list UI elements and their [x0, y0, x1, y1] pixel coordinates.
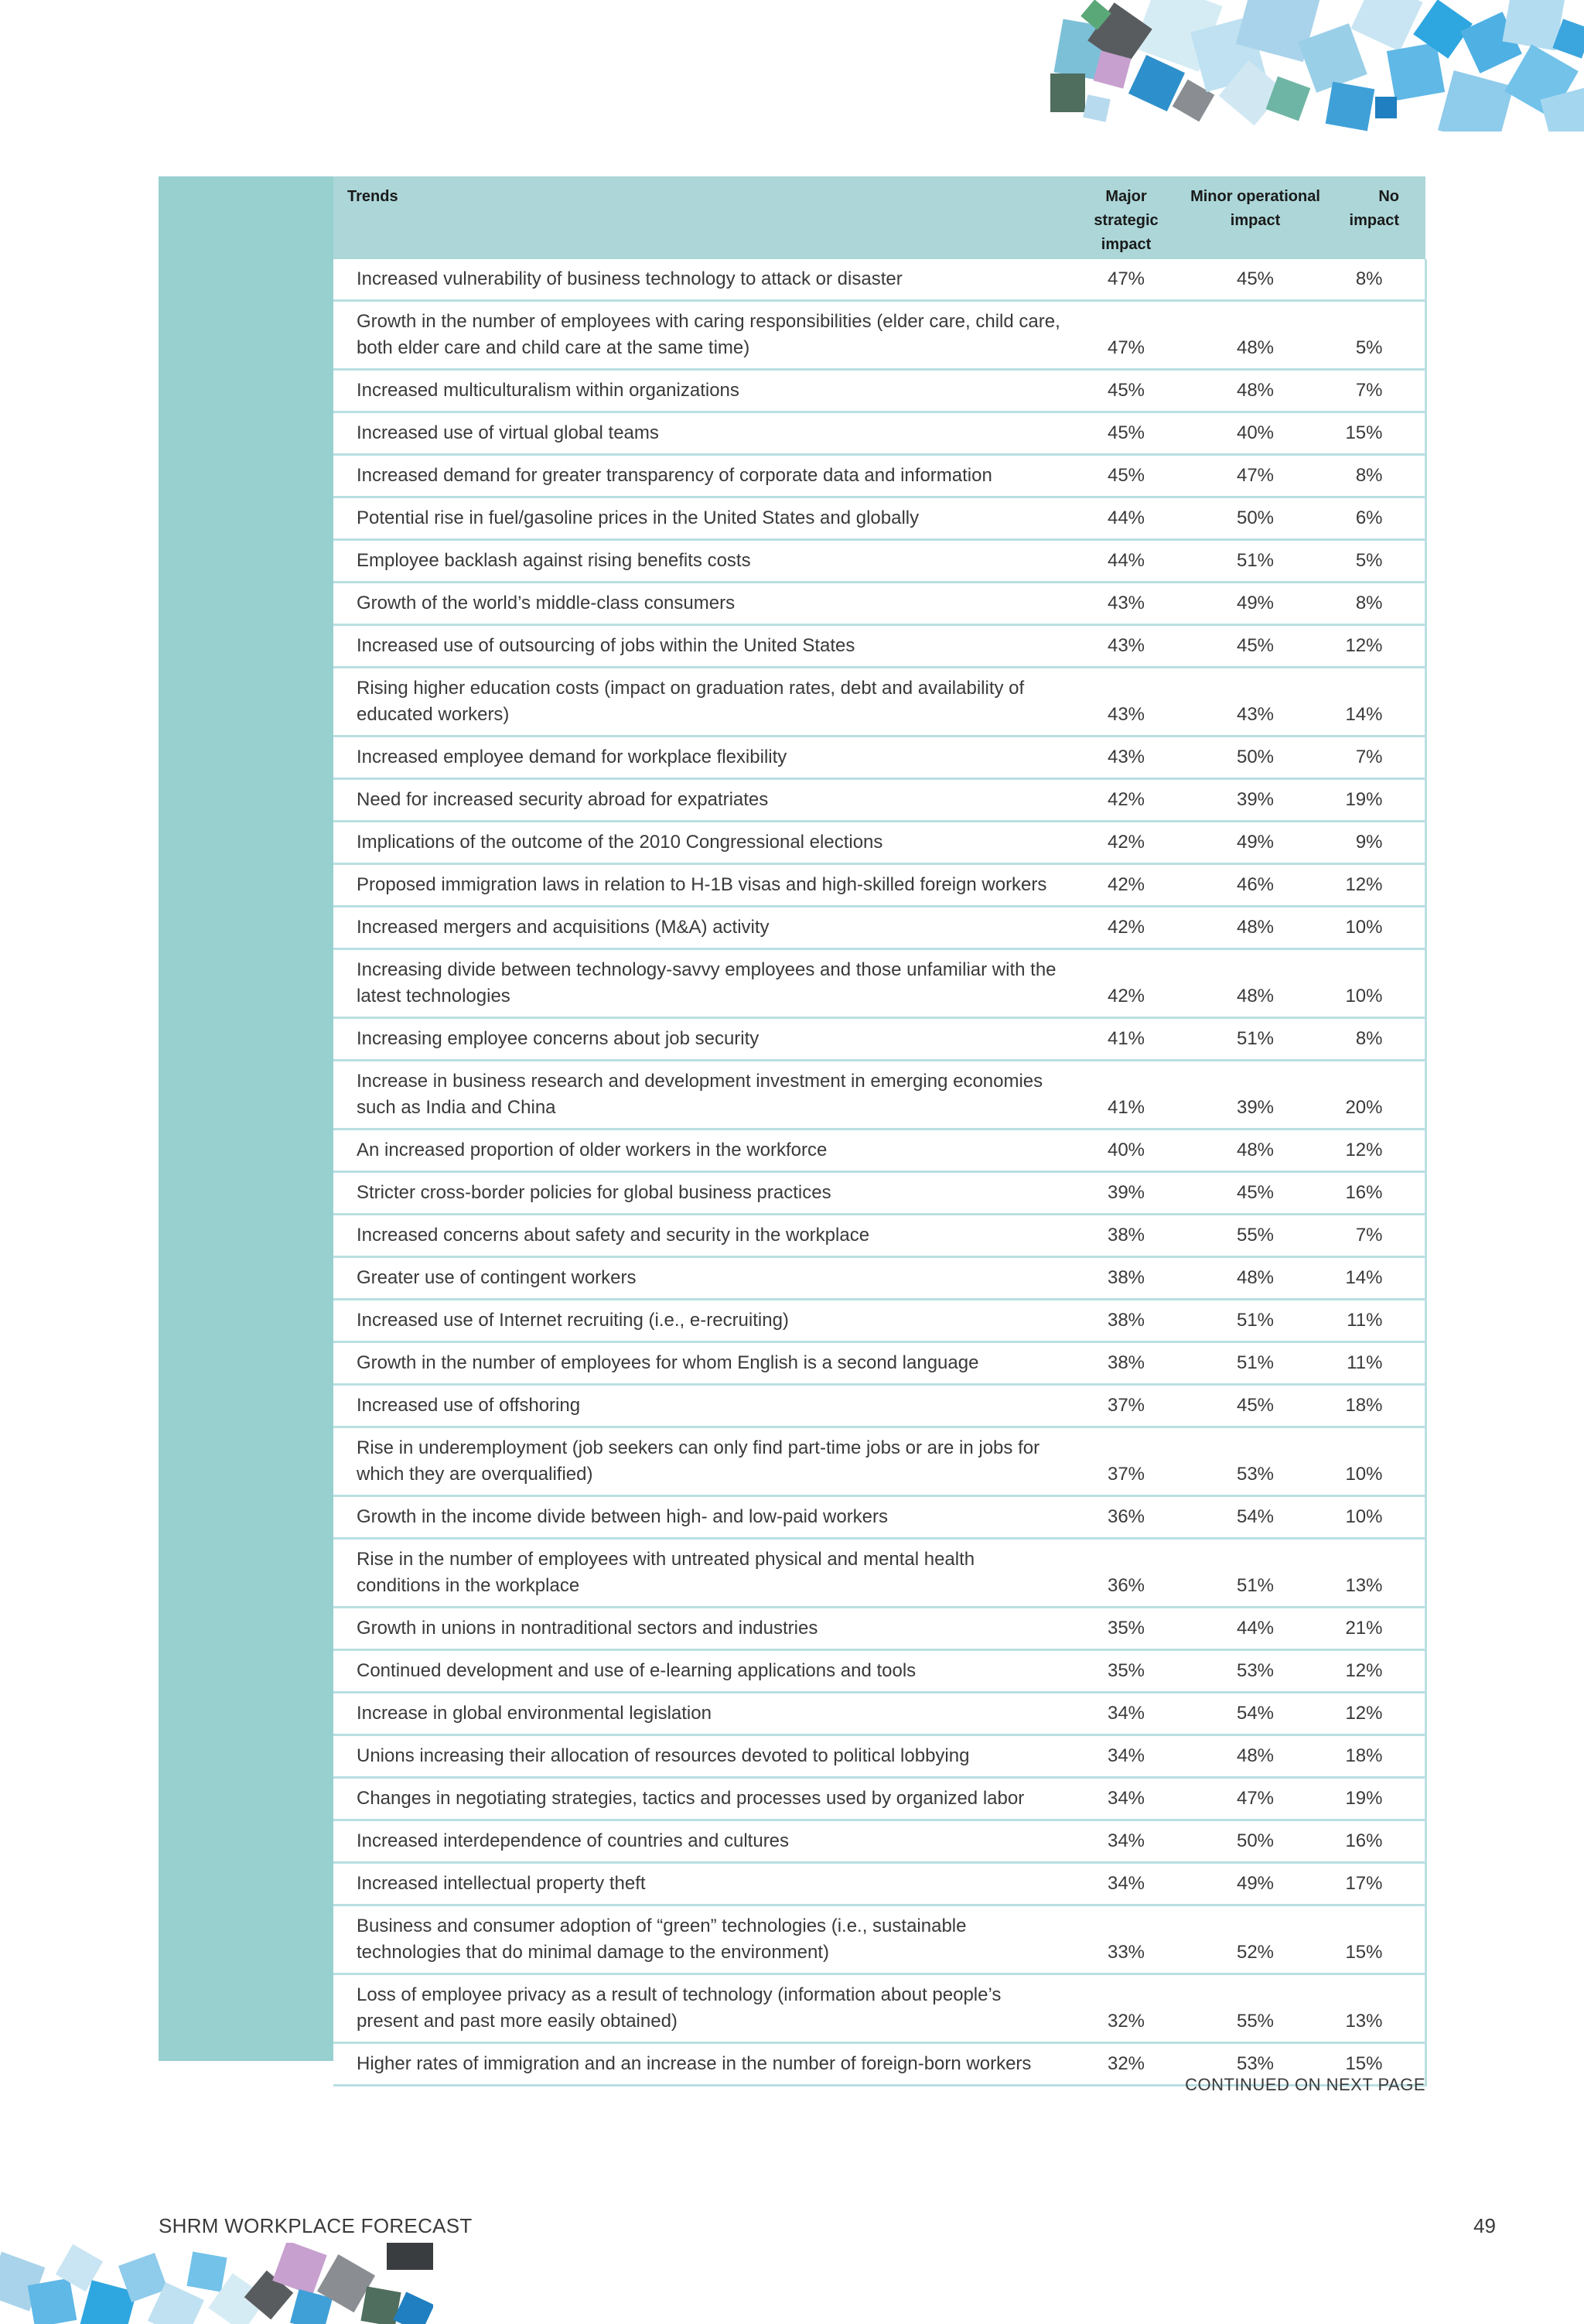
major-impact-value: 38%	[1068, 1257, 1184, 1300]
no-impact-value: 6%	[1326, 497, 1425, 540]
no-impact-value: 8%	[1326, 455, 1425, 497]
trend-label: Potential rise in fuel/gasoline prices in the United States and globally	[333, 497, 1068, 540]
major-impact-value: 45%	[1068, 412, 1184, 455]
no-impact-value: 7%	[1326, 370, 1425, 412]
minor-impact-value: 51%	[1184, 1300, 1326, 1342]
trend-label: Increased use of outsourcing of jobs within the United States	[333, 625, 1068, 668]
trend-label: Higher rates of immigration and an increase in the number of foreign-born workers	[333, 2043, 1068, 2086]
trend-label: Rise in underemployment (job seekers can only find part-time jobs or are in jobs for which they are overqualified)	[333, 1427, 1068, 1496]
major-impact-value: 37%	[1068, 1427, 1184, 1496]
major-impact-value: 45%	[1068, 455, 1184, 497]
major-impact-value: 34%	[1068, 1820, 1184, 1863]
trend-label: Increased employee demand for workplace flexibility	[333, 737, 1068, 779]
major-impact-value: 37%	[1068, 1385, 1184, 1427]
trend-label: Stricter cross-border policies for global business practices	[333, 1172, 1068, 1215]
table-row	[333, 1608, 1425, 1650]
major-impact-value: 41%	[1068, 1061, 1184, 1130]
minor-impact-value: 40%	[1184, 412, 1326, 455]
no-impact-value: 8%	[1326, 259, 1425, 301]
trend-label: Increased use of offshoring	[333, 1385, 1068, 1427]
major-impact-value: 38%	[1068, 1342, 1184, 1385]
minor-impact-value: 51%	[1184, 1539, 1326, 1608]
trend-label: Growth in the number of employees for whom English is a second language	[333, 1342, 1068, 1385]
major-impact-value: 47%	[1068, 259, 1184, 301]
trend-label: Increasing employee concerns about job security	[333, 1018, 1068, 1061]
table-row	[333, 1342, 1425, 1385]
major-impact-value: 40%	[1068, 1130, 1184, 1172]
major-impact-value: 34%	[1068, 1778, 1184, 1820]
no-impact-value: 18%	[1326, 1735, 1425, 1778]
table-row	[333, 1693, 1425, 1735]
decorative-mosaic-top	[1050, 0, 1584, 132]
table-row	[333, 1905, 1425, 1974]
major-impact-value: 35%	[1068, 1608, 1184, 1650]
footer-publication-title: SHRM WORKPLACE FORECAST	[159, 2214, 473, 2237]
table-row	[333, 1778, 1425, 1820]
table-row	[333, 1974, 1425, 2043]
no-impact-value: 8%	[1326, 583, 1425, 625]
table-row	[333, 1820, 1425, 1863]
trend-label: Increased intellectual property theft	[333, 1863, 1068, 1905]
major-impact-value: 39%	[1068, 1172, 1184, 1215]
major-impact-value: 43%	[1068, 625, 1184, 668]
trend-label: Increase in business research and development investment in emerging economies such as India and China	[333, 1061, 1068, 1130]
major-impact-value: 47%	[1068, 301, 1184, 370]
trends-table-section	[159, 176, 1425, 2074]
no-impact-value: 18%	[1326, 1385, 1425, 1427]
minor-impact-value: 49%	[1184, 583, 1326, 625]
trend-label: Increased use of virtual global teams	[333, 412, 1068, 455]
table-row	[333, 907, 1425, 949]
trend-label: Increased vulnerability of business technology to attack or disaster	[333, 259, 1068, 301]
no-impact-value: 19%	[1326, 779, 1425, 822]
trend-label: Growth in unions in nontraditional sectors and industries	[333, 1608, 1068, 1650]
table-row	[333, 412, 1425, 455]
left-color-band	[159, 176, 333, 2061]
trend-label: Rising higher education costs (impact on graduation rates, debt and availability of educated workers)	[333, 668, 1068, 737]
table-header-row	[333, 176, 1425, 259]
table-row	[333, 497, 1425, 540]
minor-impact-value: 54%	[1184, 1693, 1326, 1735]
major-impact-value: 43%	[1068, 668, 1184, 737]
table-row	[333, 259, 1425, 301]
table-row	[333, 737, 1425, 779]
minor-impact-value: 53%	[1184, 1427, 1326, 1496]
major-impact-value: 43%	[1068, 737, 1184, 779]
table-row	[333, 1539, 1425, 1608]
trend-label: Proposed immigration laws in relation to H-1B visas and high-skilled foreign workers	[333, 864, 1068, 907]
trend-label: Changes in negotiating strategies, tactics and processes used by organized labor	[333, 1778, 1068, 1820]
minor-impact-value: 55%	[1184, 1974, 1326, 2043]
major-impact-value: 44%	[1068, 497, 1184, 540]
major-impact-value: 42%	[1068, 779, 1184, 822]
table-row	[333, 625, 1425, 668]
major-impact-value: 34%	[1068, 1693, 1184, 1735]
table-row	[333, 370, 1425, 412]
minor-impact-value: 47%	[1184, 1778, 1326, 1820]
major-impact-value: 34%	[1068, 1863, 1184, 1905]
minor-impact-value: 52%	[1184, 1905, 1326, 1974]
no-impact-value: 9%	[1326, 822, 1425, 864]
no-impact-value: 12%	[1326, 1650, 1425, 1693]
no-impact-value: 17%	[1326, 1863, 1425, 1905]
major-impact-value: 43%	[1068, 583, 1184, 625]
trend-label: Employee backlash against rising benefits costs	[333, 540, 1068, 583]
minor-impact-value: 48%	[1184, 1735, 1326, 1778]
no-impact-value: 12%	[1326, 1693, 1425, 1735]
trend-label: An increased proportion of older workers in the workforce	[333, 1130, 1068, 1172]
table-row	[333, 540, 1425, 583]
major-impact-value: 32%	[1068, 1974, 1184, 2043]
minor-impact-value: 45%	[1184, 1172, 1326, 1215]
minor-impact-value: 43%	[1184, 668, 1326, 737]
trend-label: Continued development and use of e-learning applications and tools	[333, 1650, 1068, 1693]
minor-impact-value: 55%	[1184, 1215, 1326, 1257]
table-row	[333, 1385, 1425, 1427]
continued-note: CONTINUED ON NEXT PAGE	[1185, 2075, 1425, 2094]
trend-label: Increased mergers and acquisitions (M&A) activity	[333, 907, 1068, 949]
trend-label: Increased multiculturalism within organizations	[333, 370, 1068, 412]
header-trends: Trends	[347, 188, 398, 205]
major-impact-value: 42%	[1068, 822, 1184, 864]
minor-impact-value: 51%	[1184, 540, 1326, 583]
table-row	[333, 1257, 1425, 1300]
no-impact-value: 12%	[1326, 864, 1425, 907]
minor-impact-value: 50%	[1184, 737, 1326, 779]
trend-label: Unions increasing their allocation of resources devoted to political lobbying	[333, 1735, 1068, 1778]
minor-impact-value: 48%	[1184, 949, 1326, 1018]
minor-impact-value: 45%	[1184, 259, 1326, 301]
no-impact-value: 10%	[1326, 1427, 1425, 1496]
table-row	[333, 1061, 1425, 1130]
no-impact-value: 12%	[1326, 1130, 1425, 1172]
minor-impact-value: 39%	[1184, 1061, 1326, 1130]
minor-impact-value: 39%	[1184, 779, 1326, 822]
no-impact-value: 16%	[1326, 1172, 1425, 1215]
minor-impact-value: 44%	[1184, 1608, 1326, 1650]
minor-impact-value: 51%	[1184, 1342, 1326, 1385]
table-row	[333, 1130, 1425, 1172]
no-impact-value: 5%	[1326, 301, 1425, 370]
no-impact-value: 13%	[1326, 1539, 1425, 1608]
minor-impact-value: 45%	[1184, 625, 1326, 668]
no-impact-value: 10%	[1326, 949, 1425, 1018]
table-row	[333, 1735, 1425, 1778]
trend-label: Rise in the number of employees with untreated physical and mental health conditions in the workplace	[333, 1539, 1068, 1608]
table-row	[333, 779, 1425, 822]
table-row	[333, 1863, 1425, 1905]
table-row	[333, 1215, 1425, 1257]
major-impact-value: 42%	[1068, 907, 1184, 949]
minor-impact-value: 53%	[1184, 2043, 1326, 2086]
table-row	[333, 864, 1425, 907]
header-minor-impact: Minor operational impact	[1190, 188, 1320, 229]
trend-label: Increase in global environmental legislation	[333, 1693, 1068, 1735]
trend-label: Growth in the income divide between high- and low-paid workers	[333, 1496, 1068, 1539]
trend-label: Business and consumer adoption of “green” technologies (i.e., sustainable technologies that do minimal damage to the environment)	[333, 1905, 1068, 1974]
minor-impact-value: 51%	[1184, 1018, 1326, 1061]
trends-table	[333, 176, 1427, 2086]
no-impact-value: 21%	[1326, 1608, 1425, 1650]
table-row	[333, 1650, 1425, 1693]
no-impact-value: 15%	[1326, 1905, 1425, 1974]
trend-label: Increased demand for greater transparency of corporate data and information	[333, 455, 1068, 497]
minor-impact-value: 50%	[1184, 1820, 1326, 1863]
major-impact-value: 45%	[1068, 370, 1184, 412]
major-impact-value: 33%	[1068, 1905, 1184, 1974]
trend-label: Increased concerns about safety and security in the workplace	[333, 1215, 1068, 1257]
table-row	[333, 583, 1425, 625]
trend-label: Loss of employee privacy as a result of technology (information about people’s present and past more easily obtained)	[333, 1974, 1068, 2043]
trend-label: Increasing divide between technology-savvy employees and those unfamiliar with the latest technologies	[333, 949, 1068, 1018]
minor-impact-value: 48%	[1184, 370, 1326, 412]
minor-impact-value: 48%	[1184, 907, 1326, 949]
minor-impact-value: 48%	[1184, 1257, 1326, 1300]
no-impact-value: 13%	[1326, 1974, 1425, 2043]
no-impact-value: 11%	[1326, 1300, 1425, 1342]
no-impact-value: 16%	[1326, 1820, 1425, 1863]
minor-impact-value: 46%	[1184, 864, 1326, 907]
trend-label: Growth of the world’s middle-class consumers	[333, 583, 1068, 625]
no-impact-value: 5%	[1326, 540, 1425, 583]
minor-impact-value: 54%	[1184, 1496, 1326, 1539]
minor-impact-value: 49%	[1184, 1863, 1326, 1905]
table-row	[333, 1427, 1425, 1496]
minor-impact-value: 48%	[1184, 301, 1326, 370]
decorative-mosaic-bottom	[0, 2243, 433, 2324]
major-impact-value: 44%	[1068, 540, 1184, 583]
trend-label: Need for increased security abroad for expatriates	[333, 779, 1068, 822]
trend-label: Growth in the number of employees with caring responsibilities (elder care, child care, both elder care and child care at the same time)	[333, 301, 1068, 370]
table-row	[333, 1018, 1425, 1061]
trend-label: Increased use of Internet recruiting (i.e., e-recruiting)	[333, 1300, 1068, 1342]
minor-impact-value: 50%	[1184, 497, 1326, 540]
major-impact-value: 42%	[1068, 864, 1184, 907]
table-row	[333, 301, 1425, 370]
no-impact-value: 14%	[1326, 668, 1425, 737]
trend-label: Greater use of contingent workers	[333, 1257, 1068, 1300]
major-impact-value: 34%	[1068, 1735, 1184, 1778]
no-impact-value: 12%	[1326, 625, 1425, 668]
table-row	[333, 1172, 1425, 1215]
table-row	[333, 822, 1425, 864]
no-impact-value: 20%	[1326, 1061, 1425, 1130]
no-impact-value: 15%	[1326, 412, 1425, 455]
no-impact-value: 11%	[1326, 1342, 1425, 1385]
no-impact-value: 7%	[1326, 1215, 1425, 1257]
header-no-impact: No impact	[1349, 188, 1399, 229]
table-row	[333, 668, 1425, 737]
table-row	[333, 1300, 1425, 1342]
minor-impact-value: 49%	[1184, 822, 1326, 864]
major-impact-value: 38%	[1068, 1215, 1184, 1257]
no-impact-value: 19%	[1326, 1778, 1425, 1820]
minor-impact-value: 48%	[1184, 1130, 1326, 1172]
minor-impact-value: 53%	[1184, 1650, 1326, 1693]
major-impact-value: 42%	[1068, 949, 1184, 1018]
minor-impact-value: 45%	[1184, 1385, 1326, 1427]
no-impact-value: 15%	[1326, 2043, 1425, 2086]
trend-label: Implications of the outcome of the 2010 Congressional elections	[333, 822, 1068, 864]
major-impact-value: 36%	[1068, 1496, 1184, 1539]
table-row	[333, 1496, 1425, 1539]
no-impact-value: 10%	[1326, 907, 1425, 949]
no-impact-value: 10%	[1326, 1496, 1425, 1539]
major-impact-value: 38%	[1068, 1300, 1184, 1342]
major-impact-value: 32%	[1068, 2043, 1184, 2086]
major-impact-value: 36%	[1068, 1539, 1184, 1608]
no-impact-value: 8%	[1326, 1018, 1425, 1061]
no-impact-value: 14%	[1326, 1257, 1425, 1300]
no-impact-value: 7%	[1326, 737, 1425, 779]
table-row	[333, 455, 1425, 497]
page-number: 49	[1473, 2214, 1496, 2237]
header-major-impact: Major strategic impact	[1094, 188, 1159, 253]
major-impact-value: 41%	[1068, 1018, 1184, 1061]
major-impact-value: 35%	[1068, 1650, 1184, 1693]
table-row	[333, 949, 1425, 1018]
trend-label: Increased interdependence of countries and cultures	[333, 1820, 1068, 1863]
minor-impact-value: 47%	[1184, 455, 1326, 497]
